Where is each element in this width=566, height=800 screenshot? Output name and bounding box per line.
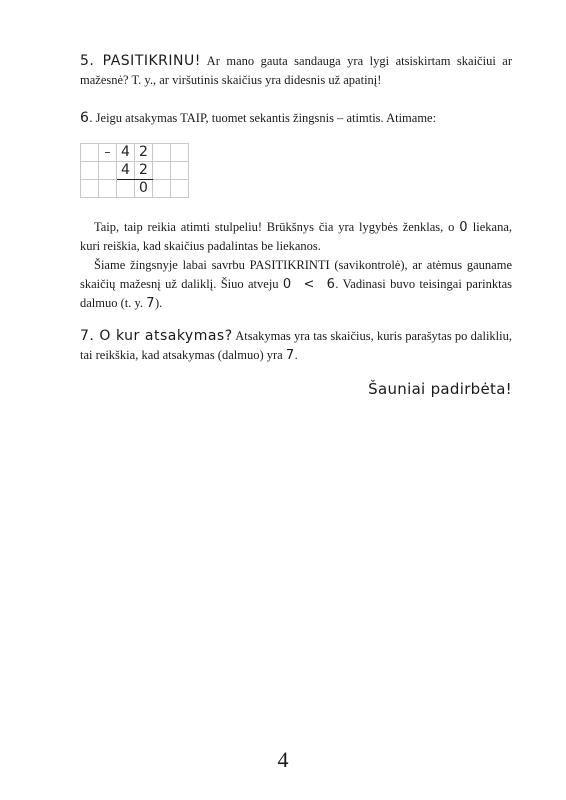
closing-praise: Šauniai padirbėta! — [368, 380, 512, 398]
step5-text: Ar mano gauta sandauga yra lygi atsiskirtam skaičiui ar mažesnė? T. y., ar viršutinis skaičius yra didesnis už apatinį! — [80, 54, 513, 87]
explanation-paragraph-2 — [80, 256, 512, 313]
step7-text: Atsakymas yra tas skaičius, kuris parašytas po dalikliu, tai reikškia, kad atsakymas (dalmuo) yra — [80, 329, 512, 362]
seven-digit: 7 — [285, 348, 295, 363]
seven-digit: 7 — [146, 296, 155, 311]
explanation-paragraph-1 — [80, 218, 512, 256]
grid-digit: 4 — [117, 144, 135, 162]
explanation-text: Šiame žingsnyje labai savrbu PASITIKRINTI (savikontrolė), ar atėmus gauname skaičių mažesnį už daliklį. Šiuo atveju — [80, 258, 512, 291]
grid-cell — [99, 162, 117, 180]
explanation-text: . Vadinasi buvo teisingai parinktas dalmuo (t. y. — [80, 277, 512, 310]
step7-heading: 7. O kur atsakymas? — [80, 328, 233, 344]
comparison-expression: 0 < 6 — [282, 277, 336, 292]
grid-row-result — [81, 180, 189, 198]
grid-cell — [99, 180, 117, 198]
step6-text: . Jeigu atsakymas TAIP, tuomet sekantis žingsnis – atimtis. Atimame: — [89, 111, 437, 125]
step7-paragraph — [80, 327, 512, 365]
step6-paragraph — [80, 109, 512, 128]
grid-cell — [171, 180, 189, 198]
explanation-text: ). — [154, 296, 163, 310]
step7-text: . — [294, 348, 298, 362]
grid-cell — [153, 144, 171, 162]
grid-cell — [81, 144, 99, 162]
grid-digit: 0 — [135, 180, 153, 198]
grid-cell — [81, 162, 99, 180]
grid-row-subtrahend — [81, 162, 189, 180]
explanation-text: liekana, kuri reiškia, kad skaičius padalintas be liekanos. — [80, 220, 512, 253]
step6-number: 6 — [80, 110, 90, 126]
subtraction-grid — [80, 143, 189, 198]
grid-cell — [171, 144, 189, 162]
minus-sign: – — [99, 144, 117, 162]
grid-cell — [153, 180, 171, 198]
grid-row-minuend — [81, 144, 189, 162]
grid-digit: 2 — [135, 144, 153, 162]
grid-cell — [171, 162, 189, 180]
step5-paragraph — [80, 52, 512, 90]
page-number: 4 — [277, 747, 289, 772]
grid-cell — [117, 180, 135, 198]
grid-cell — [81, 180, 99, 198]
explanation-text: Taip, taip reikia atimti stulpeliu! Brūkšnys čia yra lygybės ženklas, o — [94, 220, 460, 234]
zero-digit: 0 — [459, 220, 468, 235]
grid-digit: 4 — [117, 162, 135, 180]
grid-digit: 2 — [135, 162, 153, 180]
step5-heading: 5. PASITIKRINU! — [80, 53, 201, 69]
grid-cell — [153, 162, 171, 180]
